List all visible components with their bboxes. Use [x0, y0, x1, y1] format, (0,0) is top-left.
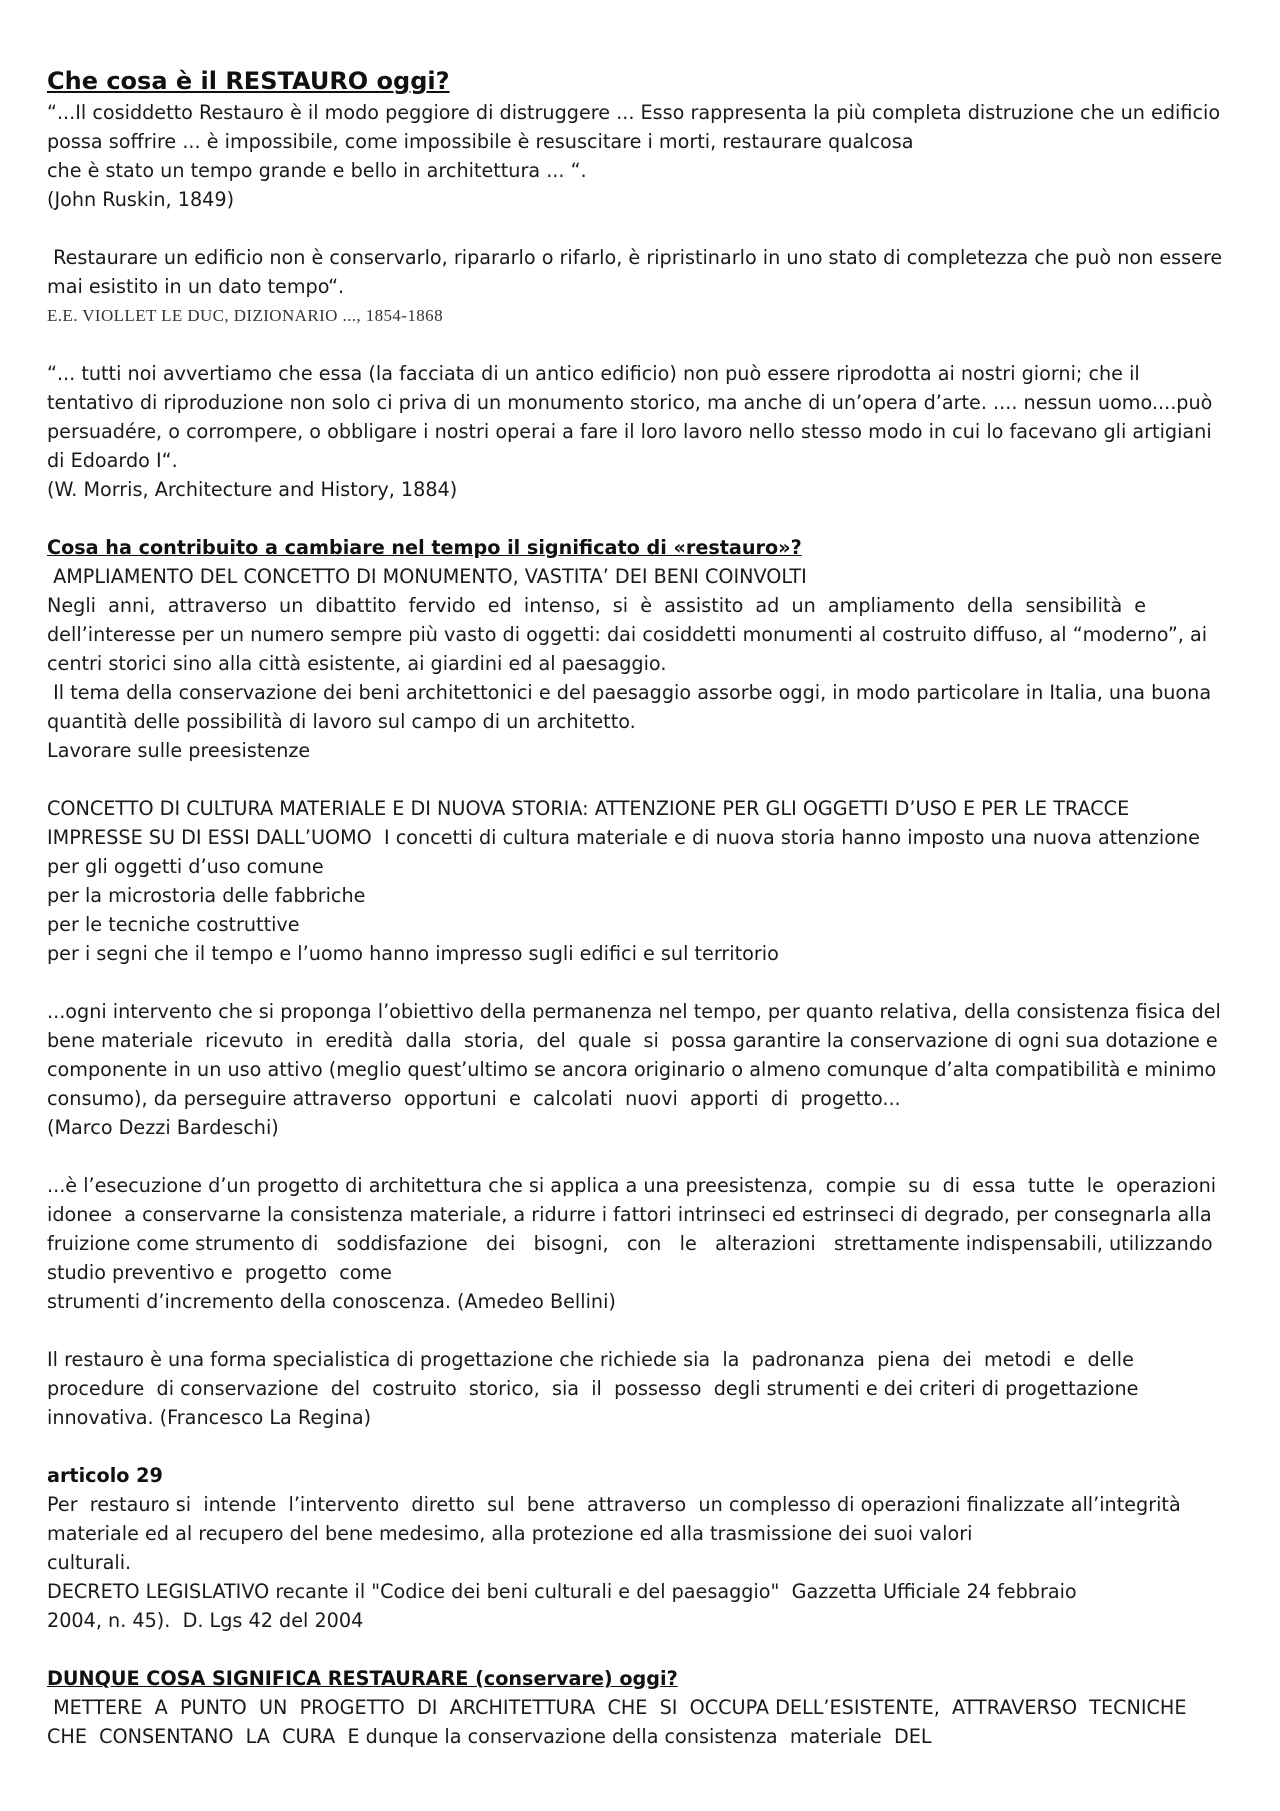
articolo-29	[47, 1461, 1237, 1635]
text-line: consumo), da perseguire attraverso opportuni e calcolati nuovi apporti di progetto...	[47, 1087, 901, 1110]
text-line: quantità delle possibilità di lavoro sul campo di un architetto.	[47, 710, 636, 733]
morris-quote	[47, 359, 1237, 504]
viollet-quote	[47, 243, 1237, 330]
text-line: procedure di conservazione del costruito storico, sia il possesso degli strumenti e dei criteri di progettazione	[47, 1377, 1139, 1400]
final-section	[47, 1664, 1237, 1751]
spacer	[47, 504, 1237, 533]
page-title: Che cosa è il RESTAURO oggi?	[47, 67, 450, 95]
text-line: Il restauro è una forma specialistica di progettazione che richiede sia la padronanza piena dei metodi e delle	[47, 1348, 1134, 1371]
text-line: mai esistito in un dato tempo“.	[47, 275, 345, 298]
list-item: per i segni che il tempo e l’uomo hanno impresso sugli edifici e sul territorio	[47, 942, 779, 965]
text-line: Per restauro si intende l’intervento diretto sul bene attraverso un complesso di operazioni finalizzate all’integrità	[47, 1493, 1181, 1516]
article-heading: articolo 29	[47, 1464, 163, 1487]
text-line: ...ogni intervento che si proponga l’obiettivo della permanenza nel tempo, per quanto relativa, della consistenza fisica del	[47, 1000, 1221, 1023]
text-line: DECRETO LEGISLATIVO recante il "Codice dei beni culturali e del paesaggio" Gazzetta Ufficiale 24 febbraio	[47, 1580, 1077, 1603]
text-line: componente in un uso attivo (meglio quest’ultimo se ancora originario o almeno comunque d’alta compatibilità e minimo	[47, 1058, 1217, 1081]
section-heading: Cosa ha contribuito a cambiare nel tempo il significato di «restauro»?	[47, 536, 802, 559]
list-item: per le tecniche costruttive	[47, 913, 300, 936]
text-line: Il tema della conservazione dei beni architettonici e del paesaggio assorbe oggi, in modo particolare in Italia, una buona	[47, 681, 1212, 704]
section-significato	[47, 533, 1237, 765]
spacer	[47, 1635, 1237, 1664]
text-line: “... tutti noi avvertiamo che essa (la facciata di un antico edificio) non può essere riprodotta ai nostri giorni; che il	[47, 362, 1140, 385]
dezzi-quote	[47, 997, 1237, 1142]
text-line: tentativo di riproduzione non solo ci priva di un monumento storico, ma anche di un’opera d’arte. .... nessun uomo....può	[47, 391, 1213, 414]
text-line: fruizione come strumento di soddisfazione dei bisogni, con le alterazioni strettamente indispensabili, utilizzando	[47, 1232, 1213, 1255]
text-line: IMPRESSE SU DI ESSI DALL’UOMO I concetti di cultura materiale e di nuova storia hanno imposto una nuova attenzione	[47, 826, 1200, 849]
spacer	[47, 330, 1237, 359]
text-line: Lavorare sulle preesistenze	[47, 739, 311, 762]
text-line: materiale ed al recupero del bene medesimo, alla protezione ed alla trasmissione dei suoi valori	[47, 1522, 973, 1545]
text-line: centri storici sino alla città esistente, ai giardini ed al paesaggio.	[47, 652, 667, 675]
text-line: Negli anni, attraverso un dibattito fervido ed intenso, si è assistito ad un ampliamento della sensibilità e	[47, 594, 1147, 617]
section-cultura-materiale	[47, 794, 1237, 968]
spacer	[47, 1432, 1237, 1461]
section-heading: DUNQUE COSA SIGNIFICA RESTAURARE (conservare) oggi?	[47, 1667, 678, 1690]
ruskin-quote	[47, 98, 1237, 214]
quote-source: (Marco Dezzi Bardeschi)	[47, 1116, 279, 1139]
spacer	[47, 968, 1237, 997]
list-item: per gli oggetti d’uso comune	[47, 855, 324, 878]
text-line: innovativa. (Francesco La Regina)	[47, 1406, 372, 1429]
text-line: persuadére, o corrompere, o obbligare i nostri operai a fare il loro lavoro nello stesso modo in cui lo facevano gli artigiani	[47, 420, 1212, 443]
text-line: possa soffrire ... è impossibile, come impossibile è resuscitare i morti, restaurare qualcosa	[47, 130, 914, 153]
text-line: idonee a conservarne la consistenza materiale, a ridurre i fattori intrinseci ed estrinseci di degrado, per consegnarla alla	[47, 1203, 1212, 1226]
text-line: CHE CONSENTANO LA CURA E dunque la conservazione della consistenza materiale DEL	[47, 1725, 932, 1748]
spacer	[47, 1142, 1237, 1171]
quote-source: (W. Morris, Architecture and History, 1884)	[47, 478, 458, 501]
quote-source: E.E. VIOLLET LE DUC, DIZIONARIO ..., 1854-1868	[47, 306, 443, 325]
text-line: che è stato un tempo grande e bello in architettura ... “.	[47, 159, 587, 182]
text-line: METTERE A PUNTO UN PROGETTO DI ARCHITETTURA CHE SI OCCUPA DELL’ESISTENTE, ATTRAVERSO TECNICHE	[47, 1696, 1187, 1719]
text-line: studio preventivo e progetto come	[47, 1261, 392, 1284]
text-line: ...è l’esecuzione d’un progetto di architettura che si applica a una preesistenza, compie su di essa tutte le operazioni	[47, 1174, 1217, 1197]
laregina-quote	[47, 1345, 1237, 1432]
text-line: dell’interesse per un numero sempre più vasto di oggetti: dai cosiddetti monumenti al costruito diffuso, al “moderno”, ai	[47, 623, 1208, 646]
text-line: Restaurare un edificio non è conservarlo, ripararlo o rifarlo, è ripristinarlo in uno stato di completezza che può non essere	[47, 246, 1223, 269]
text-line: “...Il cosiddetto Restauro è il modo peggiore di distruggere ... Esso rappresenta la più completa distruzione che un edificio	[47, 101, 1221, 124]
text-line: 2004, n. 45). D. Lgs 42 del 2004	[47, 1609, 364, 1632]
section-subheading: AMPLIAMENTO DEL CONCETTO DI MONUMENTO, VASTITA’ DEI BENI COINVOLTI	[47, 565, 807, 588]
text-line: CONCETTO DI CULTURA MATERIALE E DI NUOVA STORIA: ATTENZIONE PER GLI OGGETTI D’USO E PER LE TRACCE	[47, 797, 1130, 820]
list-item: per la microstoria delle fabbriche	[47, 884, 366, 907]
text-line: culturali.	[47, 1551, 132, 1574]
text-line: strumenti d’incremento della conoscenza. (Amedeo Bellini)	[47, 1290, 616, 1313]
document-page	[47, 64, 1237, 1751]
text-line: di Edoardo I“.	[47, 449, 178, 472]
spacer	[47, 1316, 1237, 1345]
spacer	[47, 765, 1237, 794]
spacer	[47, 214, 1237, 243]
bellini-quote	[47, 1171, 1237, 1316]
quote-source: (John Ruskin, 1849)	[47, 188, 235, 211]
text-line: bene materiale ricevuto in eredità dalla storia, del quale si possa garantire la conservazione di ogni sua dotazione e	[47, 1029, 1218, 1052]
